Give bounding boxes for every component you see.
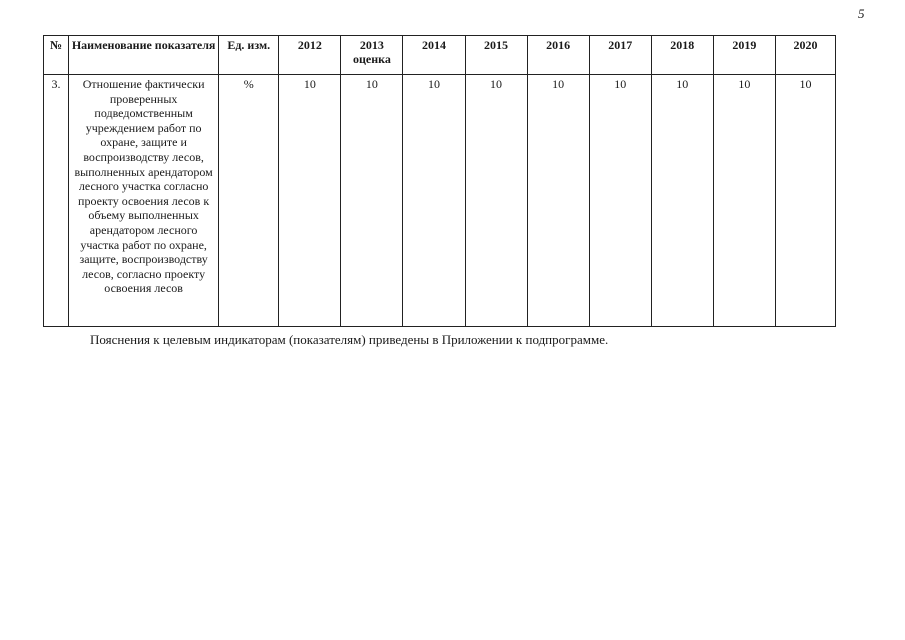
table-row [44, 75, 836, 327]
table-header-row [44, 36, 836, 75]
header-year: 2019 [713, 36, 775, 75]
footnote: Пояснения к целевым индикаторам (показателям) приведены в Приложении к подпрограмме. [90, 332, 609, 347]
row-value: 10 [775, 75, 835, 327]
page-number: 5 [858, 6, 865, 21]
header-num: № [44, 36, 69, 75]
header-name: Наименование показателя [69, 36, 219, 75]
row-indicator-name: Отношение фактически проверенных подведомственным учреждением работ по охране, защите и воспроизводству лесов, выполненных арендатором лесного участка согласно проекту освоения лесов к объему выполненных арендатором лесного участка работ по охране, защите, воспроизводству лесов, согласно проекту освоения лесов [69, 75, 219, 327]
row-value: 10 [589, 75, 651, 327]
header-year: 2017 [589, 36, 651, 75]
header-unit: Ед. изм. [219, 36, 279, 75]
row-num: 3. [44, 75, 69, 327]
indicators-table [43, 35, 836, 327]
row-value: 10 [527, 75, 589, 327]
header-year-2013 [341, 36, 403, 75]
header-year: 2020 [775, 36, 835, 75]
row-value: 10 [465, 75, 527, 327]
header-year: 2015 [465, 36, 527, 75]
row-value: 10 [279, 75, 341, 327]
row-value: 10 [651, 75, 713, 327]
row-value: 10 [403, 75, 465, 327]
row-value: 10 [713, 75, 775, 327]
row-unit: % [219, 75, 279, 327]
header-year-note: оценка [352, 52, 391, 66]
header-year: 2012 [279, 36, 341, 75]
header-year-label: 2013 [359, 38, 384, 52]
header-year: 2014 [403, 36, 465, 75]
header-year: 2016 [527, 36, 589, 75]
header-year: 2018 [651, 36, 713, 75]
row-value: 10 [341, 75, 403, 327]
